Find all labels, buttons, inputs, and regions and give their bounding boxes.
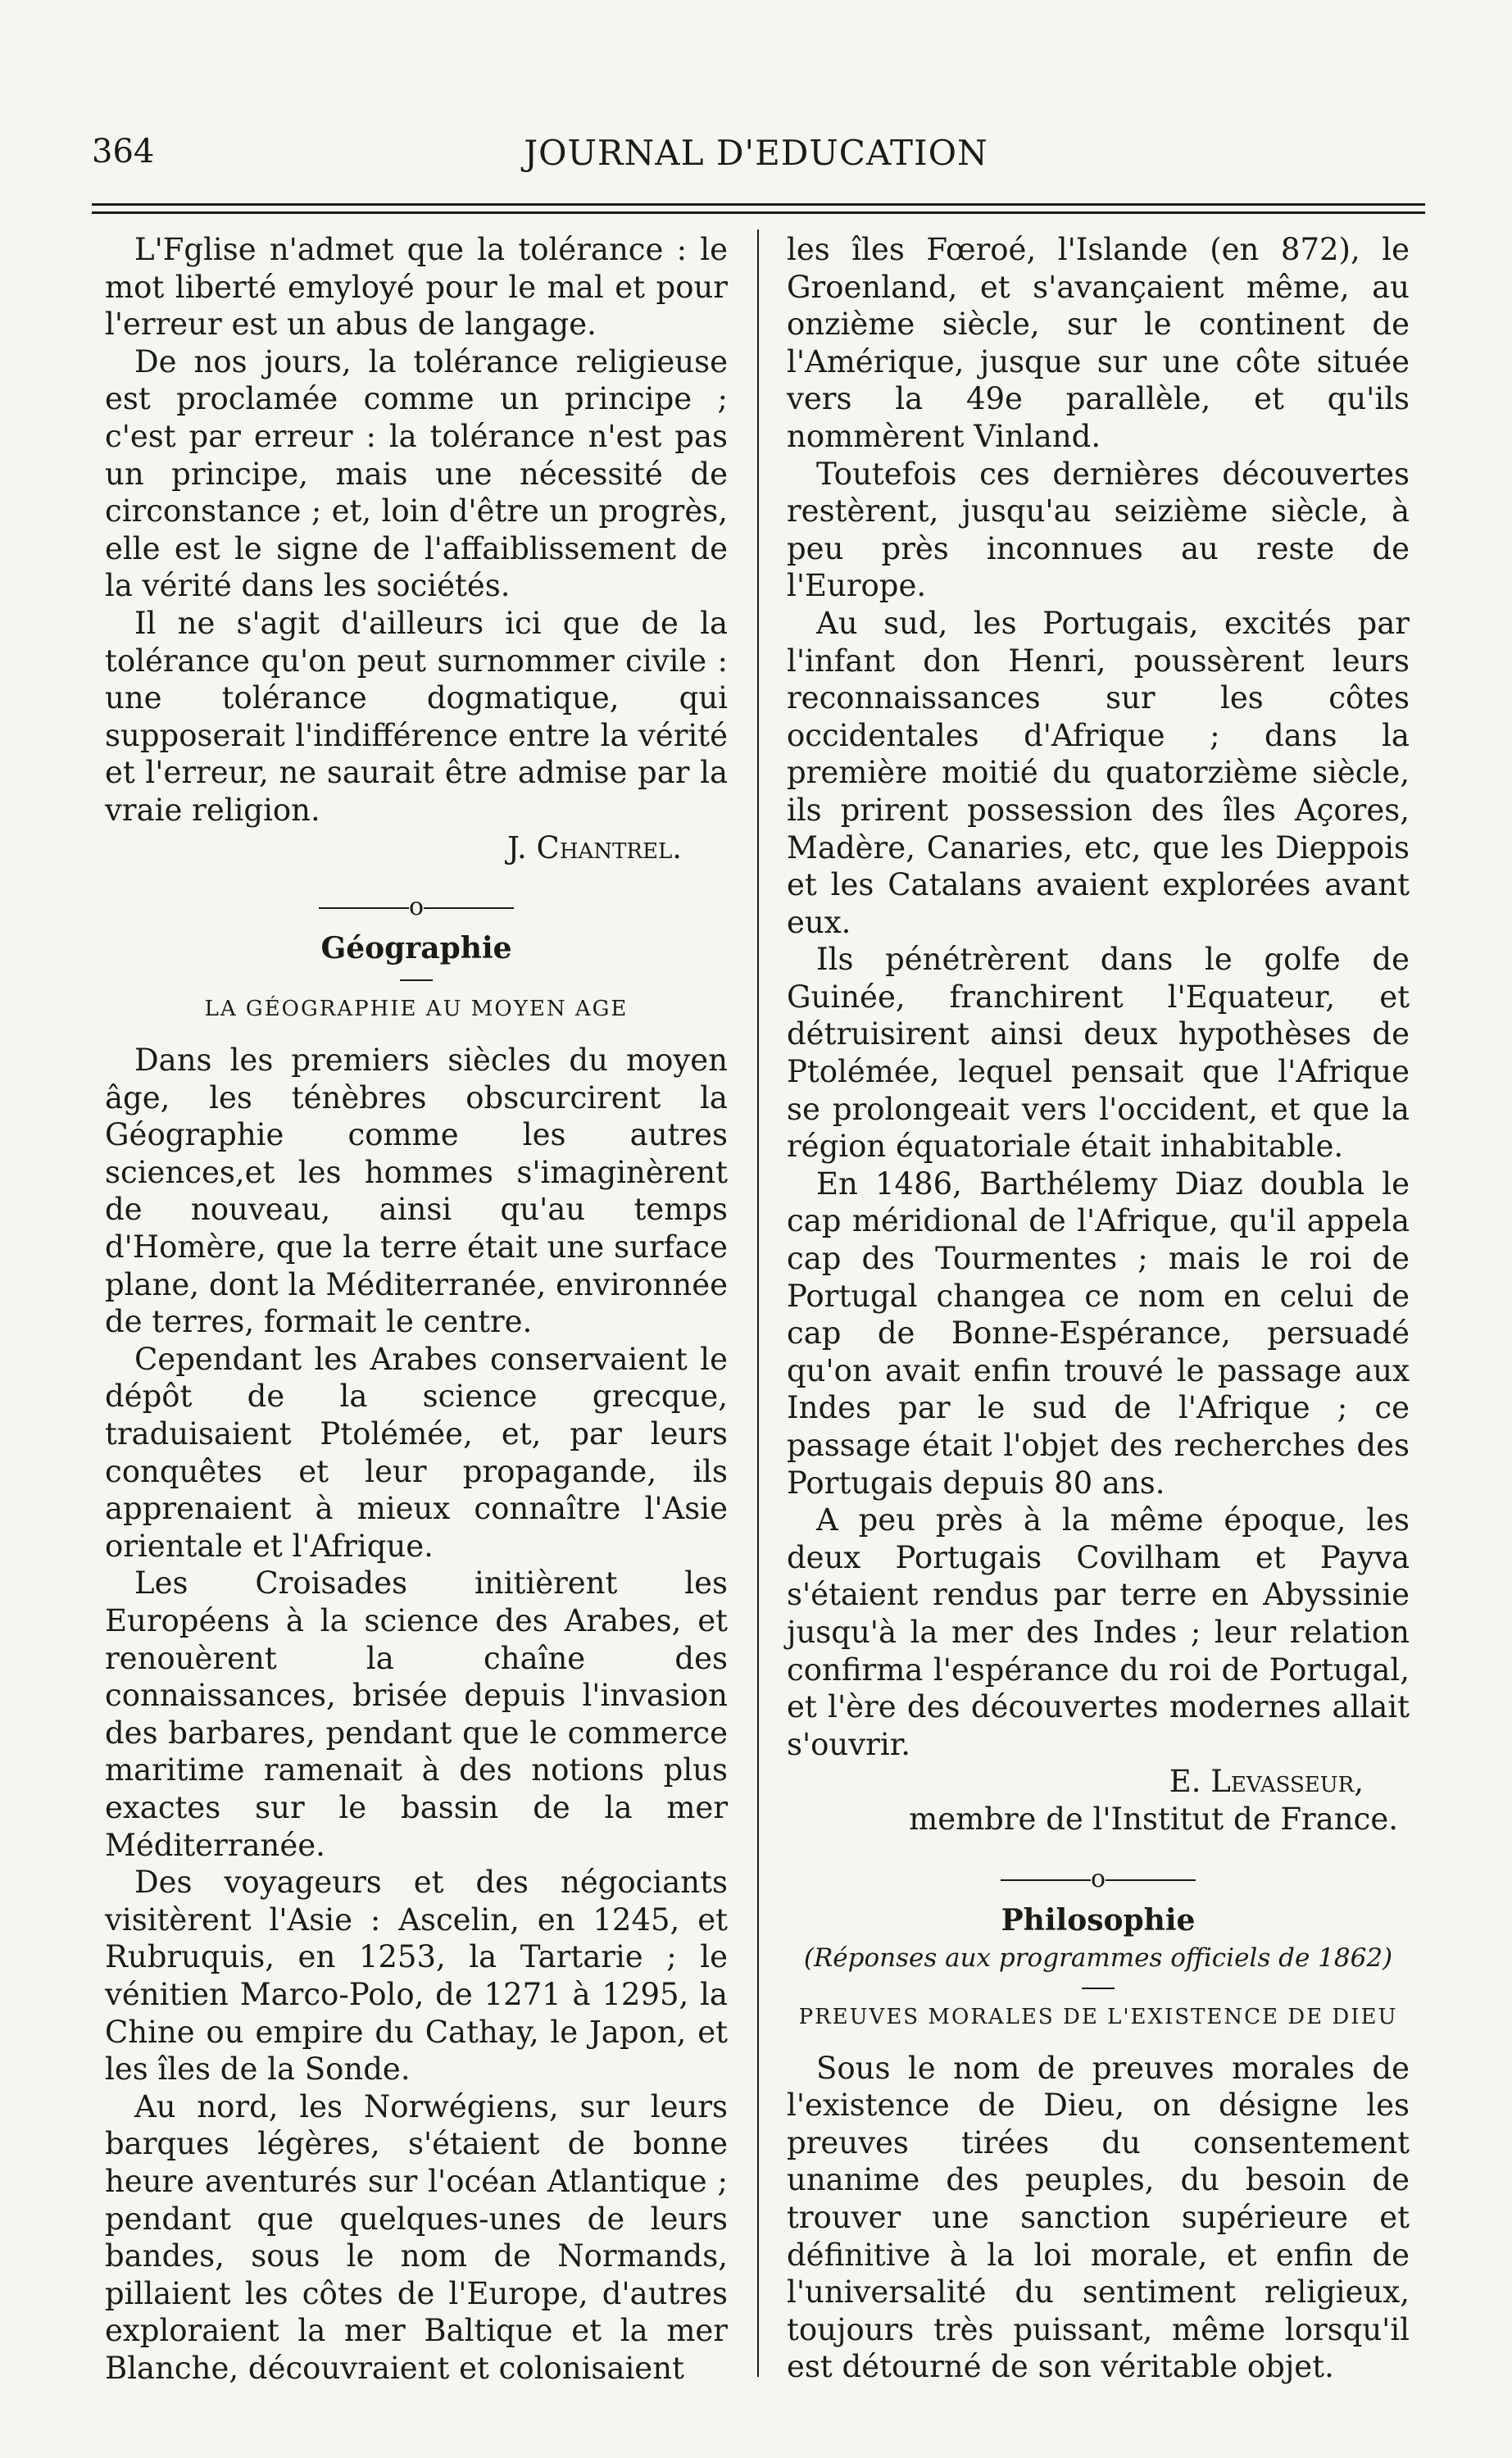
paragraph: A peu près à la même époque, les deux Portugais Covilham et Payva s'étaient rendus par terre en Abyssinie jusqu'à la mer des Indes ; leur relation confirma l'espérance du roi de Portugal, et l'ère des découvertes modernes allait s'ouvrir.	[787, 1502, 1410, 1762]
paragraph: Des voyageurs et des négociants visitèrent l'Asie : Ascelin, en 1245, et Rubruquis, en 1253, la Tartarie ; le vénitien Marco-Polo, de 1271 à 1295, la Chine ou empire du Cathay, le Japon, et les îles de la Sonde.	[105, 1865, 728, 2088]
paragraph: De nos jours, la tolérance religieuse est proclamée comme un principe ; c'est par erreur : la tolérance n'est pas un principe, mais une nécessité de circonstance ; et, loin d'être un progrès, elle est le signe de l'affaiblissement de la vérité dans les sociétés.	[105, 343, 728, 604]
ornament-divider: o	[105, 891, 728, 924]
paragraph: Sous le nom de preuves morales de l'existence de Dieu, on désigne les preuves tirées du consentement unanime des peuples, du besoin de trouver une sanction supérieure et définitive à la loi morale, et enfin de l'universalité du sentiment religieux, toujours très puissant, même lorsqu'il est détourné de son véritable objet.	[787, 2050, 1410, 2385]
short-rule	[1082, 1988, 1115, 1989]
short-rule	[400, 979, 433, 981]
paragraph: Au sud, les Portugais, excités par l'infant don Henri, poussèrent leurs reconnaissances sur les côtes occidentales d'Afrique ; dans la première moitié du quatorzième siècle, ils prirent possession des îles Açores, Madère, Canaries, etc, que les Dieppois et les Catalans avaient explorées avant eux.	[787, 605, 1410, 940]
paragraph: Toutefois ces dernières découvertes restèrent, jusqu'au seizième siècle, à peu près inconnues au reste de l'Europe.	[787, 456, 1410, 604]
ornament-divider: o	[787, 1863, 1410, 1896]
header-rule-bottom	[92, 211, 1425, 214]
journal-title: JOURNAL D'EDUCATION	[524, 133, 988, 173]
header-rule-top	[92, 203, 1425, 206]
section-subtitle: PREUVES MORALES DE L'EXISTENCE DE DIEU	[798, 2004, 1398, 2029]
paragraph: Au nord, les Norwégiens, sur leurs barques légères, s'étaient de bonne heure aventurés sur l'océan Atlantique ; pendant que quelques-unes de leurs bandes, sous le nom de Normands, pillaient les côtes de l'Europe, d'autres exploraient la mer Baltique et la mer Blanche, découvraient et colonisaient	[105, 2088, 728, 2386]
section-title-geographie: Géographie	[320, 931, 512, 966]
paragraph: L'Fglise n'admet que la tolérance : le mot liberté emyloyé pour le mal et pour l'erreur est un abus de langage.	[105, 232, 728, 343]
right-column	[787, 231, 1410, 2386]
column-divider	[757, 229, 759, 2377]
paragraph: les îles Fœroé, l'Islande (en 872), le Groenland, et s'avançaient même, au onzième siècle, sur le continent de l'Amérique, jusque sur une côte située vers la 49e parallèle, et qu'ils nommèrent Vinland.	[787, 232, 1410, 454]
paragraph: En 1486, Barthélemy Diaz doubla le cap méridional de l'Afrique, qu'il appela cap des Tourmentes ; mais le roi de Portugal changea ce nom en celui de cap de Bonne-Espérance, persuadé qu'on avait enfin trouvé le passage aux Indes par le sud de l'Afrique ; ce passage était l'objet des recherches des Portugais depuis 80 ans.	[787, 1165, 1410, 1501]
section-subtitle: LA GÉOGRAPHIE AU MOYEN AGE	[204, 997, 629, 1022]
page-number: 364	[92, 133, 155, 170]
running-header	[0, 133, 1512, 182]
paragraph: Dans les premiers siècles du moyen âge, les ténèbres obscurcirent la Géographie comme les autres sciences,et les hommes s'imaginèrent de nouveau, ainsi qu'au temps d'Homère, que la terre était une surface plane, dont la Méditerranée, environnée de terres, formait le centre.	[105, 1043, 728, 1340]
section-title-philosophie: Philosophie	[1001, 1902, 1196, 1938]
section-note: (Réponses aux programmes officiels de 1862)	[803, 1942, 1393, 1973]
signature-affiliation: membre de l'Institut de France.	[909, 1801, 1398, 1837]
paragraph: Ils pénétrèrent dans le golfe de Guinée, franchirent l'Equateur, et détruisirent ainsi deux hypothèses de Ptolémée, lequel pensait que l'Afrique se prolongeait vers l'occident, et que la région équatoriale était inhabitable.	[787, 942, 1410, 1165]
paragraph: Il ne s'agit d'ailleurs ici que de la tolérance qu'on peut surnommer civile : une tolérance dogmatique, qui supposerait l'indifférence entre la vérité et l'erreur, ne saurait être admise par la vraie religion.	[105, 605, 728, 828]
paragraph: Les Croisades initièrent les Européens à la science des Arabes, et renouèrent la chaîne des connaissances, brisée depuis l'invasion des barbares, pendant que le commerce maritime ramenait à des notions plus exactes sur le bassin de la mer Méditerranée.	[105, 1565, 728, 1863]
signature: J. Chantrel.	[507, 829, 682, 866]
left-column	[105, 231, 728, 2387]
paragraph: Cependant les Arabes conservaient le dépôt de la science grecque, traduisaient Ptolémée, et, par leurs conquêtes et leur propagande, ils apprenaient à mieux connaître l'Asie orientale et l'Afrique.	[105, 1341, 728, 1564]
signature: E. Levasseur,	[1169, 1764, 1364, 1800]
